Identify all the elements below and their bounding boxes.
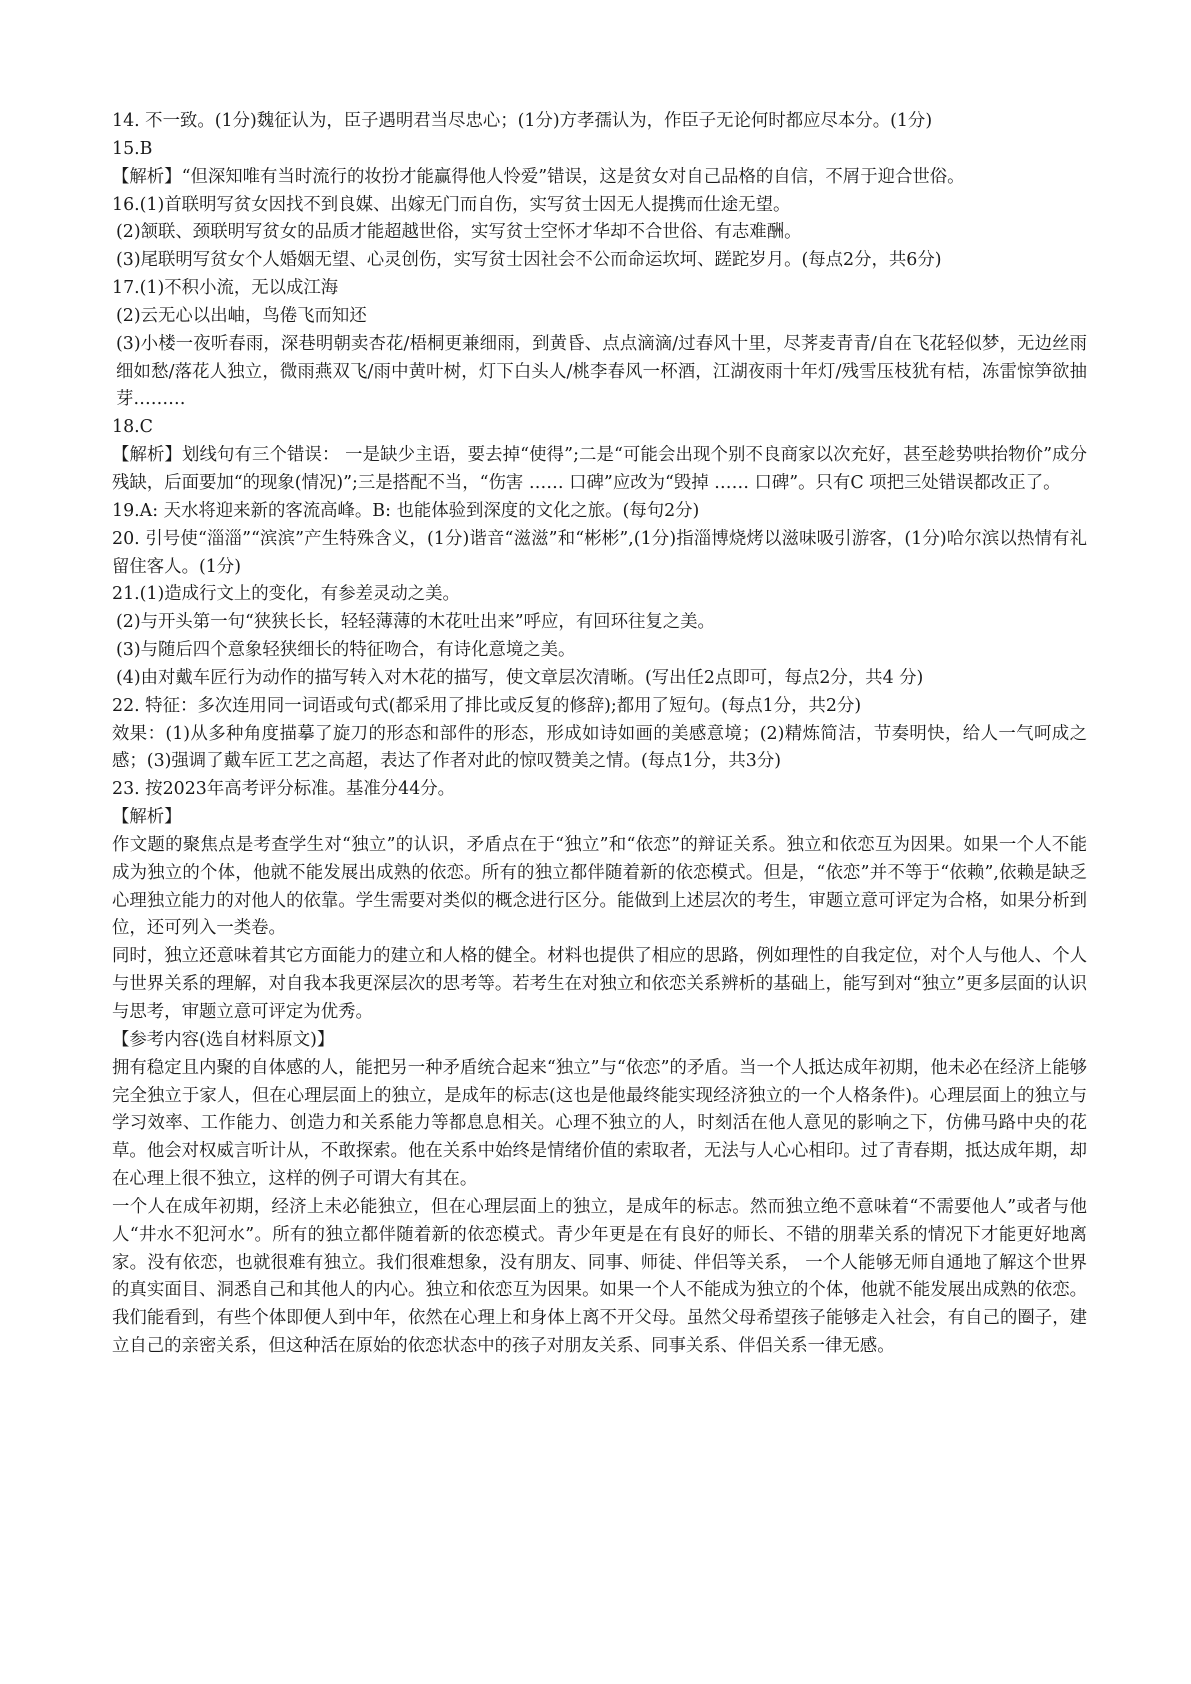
answer-14: 14. 不一致。(1分)魏征认为，臣子遇明君当尽忠心；(1分)方孝孺认为，作臣子无论何时都应尽本分。(1分) — [112, 111, 933, 131]
answer-17-part-1: 17.(1)不积小流，无以成江海 — [112, 278, 339, 299]
analysis-15: 【解析】“但深知唯有当时流行的妆扮才能赢得他人怜爱”错误，这是贫女对自己品格的自信，不屑于迎合世俗。 — [112, 166, 965, 187]
answer-17-part-2: (2)云无心以出岫，鸟倦飞而知还 — [116, 305, 367, 326]
answer-21-part-2: (2)与开头第一句“狭狭长长，轻轻薄薄的木花吐出来”呼应，有回环往复之美。 — [116, 612, 715, 633]
answer-23: 23. 按2023年高考评分标准。基准分44分。 — [112, 779, 456, 800]
answer-16-part-2: (2)颔联、颈联明写贫女的品质才能超越世俗，实写贫士空怀才华却不合世俗、有志难酬。 — [116, 222, 802, 243]
answer-key-page — [112, 108, 1087, 1361]
answer-19: 19.A: 天水将迎来新的客流高峰。B: 也能体验到深度的文化之旅。(每句2分) — [112, 500, 700, 521]
answer-18: 18.C — [112, 417, 153, 438]
answer-21-part-1: 21.(1)造成行文上的变化，有参差灵动之美。 — [112, 584, 460, 605]
answer-16-part-3: (3)尾联明写贫女个人婚姻无望、心灵创伤，实写贫士因社会不公而命运坎坷、蹉跎岁月。(每点2分，共6分) — [116, 250, 942, 271]
reference-paragraph-2: 一个人在成年初期，经济上未必能独立，但在心理层面上的独立，是成年的标志。然而独立绝不意味着“不需要他人”或者与他人“井水不犯河水”。所有的独立都伴随着新的依恋模式。青少年更是在有良好的师长、不错的朋辈关系的情况下才能更好地离家。没有依恋，也就很难有独立。我们很难想象，没有朋友、同事、师徒、伴侣等关系， 一个人能够无师自通地了解这个世界的真实面目、洞悉自己和其他人的内心。独立和依恋互为因果。如果一个人不能成为独立的个体，他就不能发展出成熟的依恋。我们能看到，有些个体即便人到中年，依然在心理上和身体上离不开父母。虽然父母希望孩子能够走入社会，有自己的圈子，建立自己的亲密关系，但这种活在原始的依恋状态中的孩子对朋友关系、同事关系、伴侣关系一律无感。 — [112, 1196, 1087, 1357]
reference-paragraph-1: 拥有稳定且内聚的自体感的人，能把另一种矛盾统合起来“独立”与“依恋”的矛盾。当一个人抵达成年初期，他未必在经济上能够完全独立于家人，但在心理层面上的独立，是成年的标志(这也是他最终能实现经济独立的一个人格条件)。心理层面上的独立与学习效率、工作能力、创造力和关系能力等都息息相关。心理不独立的人，时刻活在他人意见的影响之下，仿佛马路中央的花草。他会对权威言听计从，不敢探索。他在关系中始终是情绪价值的索取者，无法与人心心相印。过了青春期，抵达成年期，却在心理上很不独立，这样的例子可谓大有其在。 — [112, 1057, 1087, 1190]
analysis-heading-23: 【解析】 — [112, 807, 182, 828]
answer-16-part-1: 16.(1)首联明写贫女因找不到良媒、出嫁无门而自伤，实写贫士因无人提携而仕途无望。 — [112, 194, 791, 215]
analysis-23-paragraph-1: 作文题的聚焦点是考查学生对“独立”的认识，矛盾点在于“独立”和“依恋”的辩证关系。独立和依恋互为因果。如果一个人不能成为独立的个体，他就不能发展出成熟的依恋。所有的独立都伴随着新的依恋模式。但是，“依恋”并不等于“依赖”,依赖是缺乏心理独立能力的对他人的依靠。学生需要对类似的概念进行区分。能做到上述层次的考生，审题立意可评定为合格，如果分析到位，还可列入一类卷。 — [112, 834, 1087, 939]
answer-15: 15.B — [112, 138, 153, 159]
answer-22-effects: 效果：(1)从多种角度描摹了旋刀的形态和部件的形态，形成如诗如画的美感意境；(2)精炼简洁，节奏明快，给人一气呵成之感；(3)强调了戴车匠工艺之高超，表达了作者对此的惊叹赞美之情。(每点1分，共3分) — [112, 723, 1087, 772]
reference-heading: 【参考内容(选自材料原文)】 — [112, 1029, 335, 1050]
answer-20: 20. 引号使“淄淄”“滨滨”产生特殊含义，(1分)谐音“滋滋”和“彬彬”,(1分)指淄博烧烤以滋味吸引游客，(1分)哈尔滨以热情有礼留住客人。(1分) — [112, 528, 1087, 577]
analysis-23-paragraph-2: 同时，独立还意味着其它方面能力的建立和人格的健全。材料也提供了相应的思路，例如理性的自我定位，对个人与他人、个人与世界关系的理解，对自我本我更深层次的思考等。若考生在对独立和依恋关系辨析的基础上，能写到对“独立”更多层面的认识与思考，审题立意可评定为优秀。 — [112, 946, 1087, 1022]
answer-21-part-3: (3)与随后四个意象轻狭细长的特征吻合，有诗化意境之美。 — [116, 640, 576, 661]
answer-17-part-3: (3)小楼一夜听春雨，深巷明朝卖杏花/梧桐更兼细雨，到黄昏、点点滴滴/过春风十里，尽荠麦青青/自在飞花轻似梦，无边丝雨细如愁/落花人独立，微雨燕双飞/雨中黄叶树，灯下白头人/桃李春风一杯酒，江湖夜雨十年灯/残雪压枝犹有桔，冻雷惊笋欲抽芽……… — [116, 333, 1087, 410]
analysis-18: 【解析】划线句有三个错误： 一是缺少主语，要去掉“使得”;二是“可能会出现个别不良商家以次充好，甚至趁势哄抬物价”成分残缺，后面要加“的现象(情况)”;三是搭配不当，“伤害 …… 口碑”应改为“毁掉 …… 口碑”。只有C 项把三处错误都改正了。 — [112, 445, 1087, 493]
answer-22-features: 22. 特征：多次连用同一词语或句式(都采用了排比或反复的修辞);都用了短句。(每点1分，共2分) — [112, 695, 862, 716]
answer-21-part-4: (4)由对戴车匠行为动作的描写转入对木花的描写，使文章层次清晰。(写出任2点即可，每点2分，共4 分) — [116, 667, 924, 688]
